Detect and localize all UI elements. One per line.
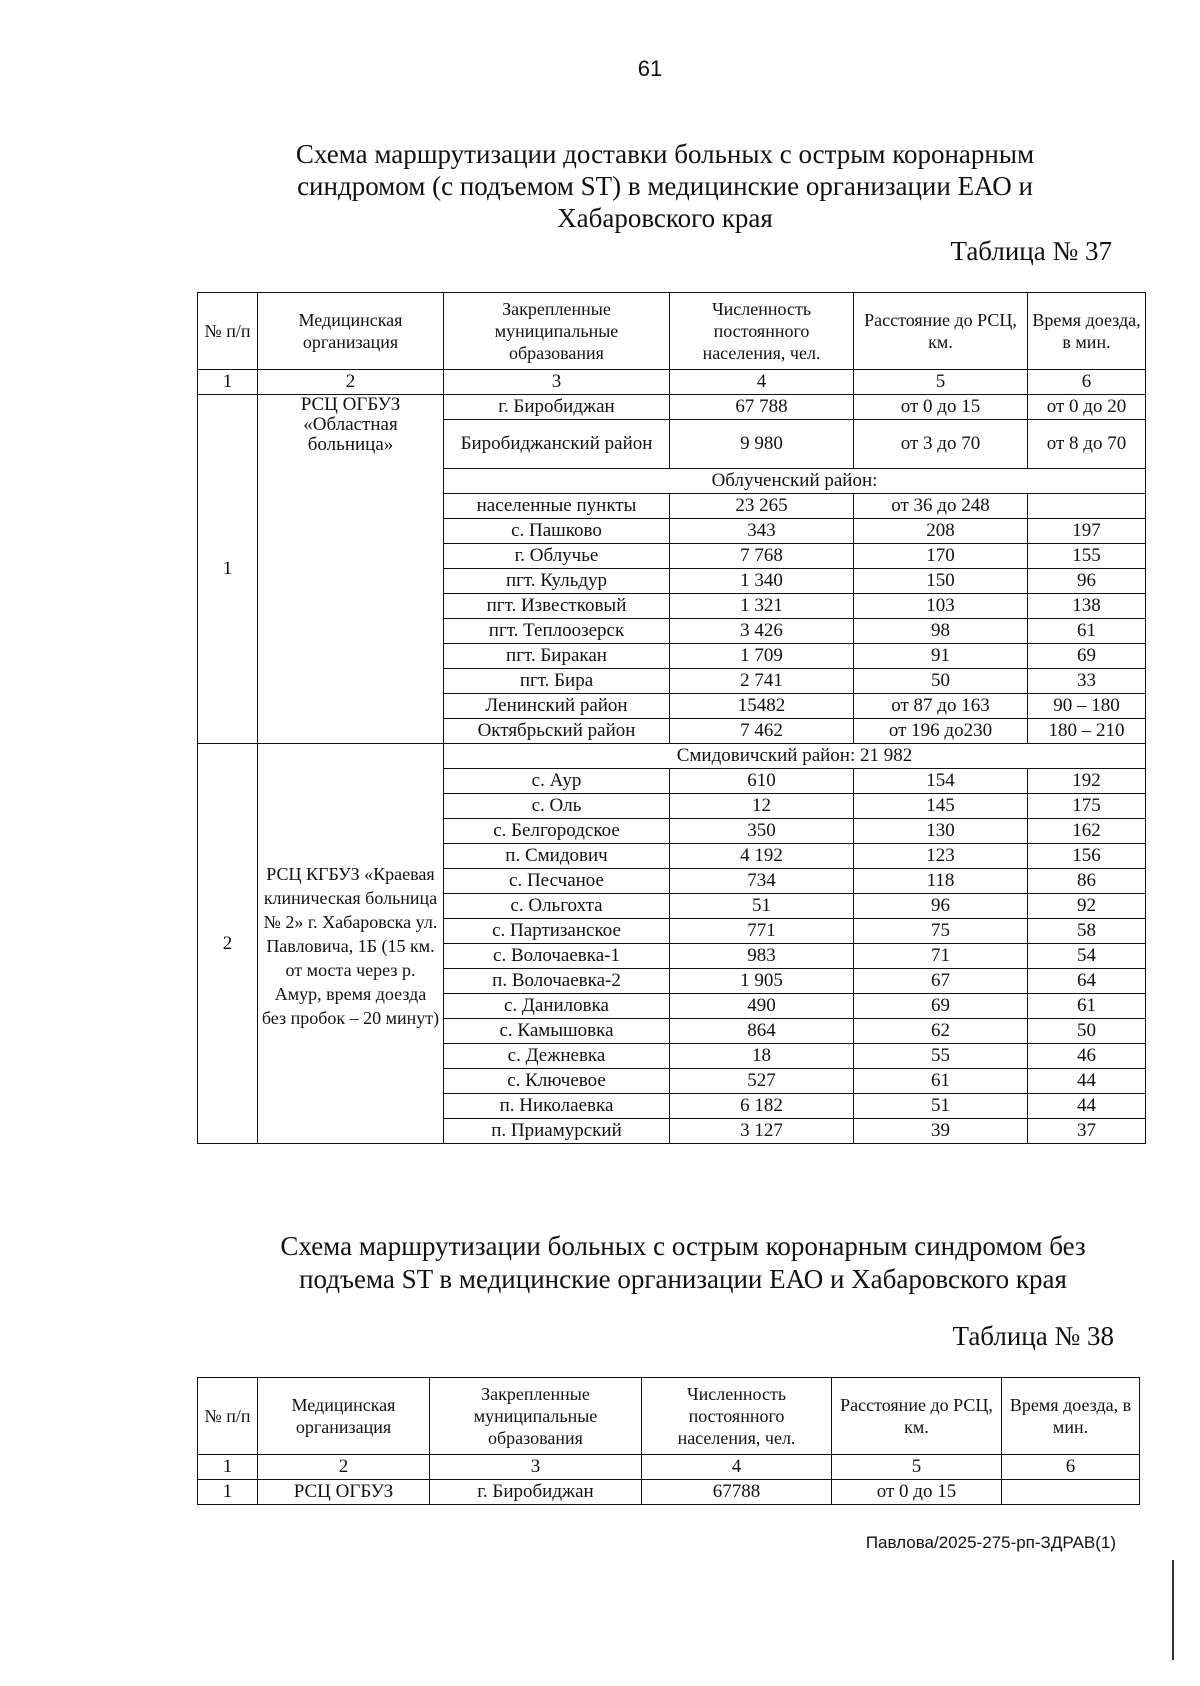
municipality-cell: с. Аур — [444, 769, 670, 794]
header-population: Численность постоянного населения, чел. — [642, 1378, 832, 1455]
time-cell: 86 — [1028, 869, 1146, 894]
distance-cell: 71 — [854, 944, 1028, 969]
municipality-cell: г. Облучье — [444, 544, 670, 569]
time-cell: 44 — [1028, 1069, 1146, 1094]
table37-label: Таблица № 37 — [950, 236, 1112, 266]
population-cell: 3 127 — [670, 1119, 854, 1144]
document-footer: Павлова/2025-275-рп-ЗДРАВ(1) — [865, 1533, 1116, 1552]
row-number-cell: 2 — [198, 744, 258, 1144]
population-cell: 1 321 — [670, 594, 854, 619]
header-number-row — [198, 370, 1146, 395]
header-number-row — [198, 1455, 1140, 1480]
distance-cell: 39 — [854, 1119, 1028, 1144]
municipality-cell: г. Биробиджан — [444, 395, 670, 420]
table-header-row — [198, 1378, 1140, 1455]
population-cell: 527 — [670, 1069, 854, 1094]
municipality-cell: с. Даниловка — [444, 994, 670, 1019]
distance-cell: 67 — [854, 969, 1028, 994]
header-index: 2 — [258, 370, 444, 395]
time-cell: 50 — [1028, 1019, 1146, 1044]
header-index: 1 — [198, 370, 258, 395]
table-header-row — [198, 293, 1146, 370]
population-cell: 7 462 — [670, 719, 854, 744]
population-cell: 23 265 — [670, 494, 854, 519]
distance-cell: 55 — [854, 1044, 1028, 1069]
time-cell: 192 — [1028, 769, 1146, 794]
distance-cell: 69 — [854, 994, 1028, 1019]
population-cell: 490 — [670, 994, 854, 1019]
municipality-cell: Октябрьский район — [444, 719, 670, 744]
municipality-cell: с. Оль — [444, 794, 670, 819]
distance-cell: 150 — [854, 569, 1028, 594]
time-cell — [1002, 1480, 1140, 1505]
population-cell: 51 — [670, 894, 854, 919]
municipality-cell: пгт. Бира — [444, 669, 670, 694]
population-cell: 3 426 — [670, 619, 854, 644]
table-row — [198, 1480, 1140, 1505]
municipality-cell: пгт. Кульдур — [444, 569, 670, 594]
header-index: 4 — [642, 1455, 832, 1480]
municipality-cell: г. Биробиджан — [430, 1480, 642, 1505]
time-cell: 69 — [1028, 644, 1146, 669]
population-cell: 15482 — [670, 694, 854, 719]
municipality-cell: п. Приамурский — [444, 1119, 670, 1144]
time-cell: 180 – 210 — [1028, 719, 1146, 744]
population-cell: 610 — [670, 769, 854, 794]
row-number-cell: 1 — [198, 395, 258, 744]
population-cell: 67 788 — [670, 395, 854, 420]
header-municipal: Закрепленные муниципальные образования — [430, 1378, 642, 1455]
population-cell: 9 980 — [670, 420, 854, 469]
time-cell: 58 — [1028, 919, 1146, 944]
municipality-cell: пгт. Биракан — [444, 644, 670, 669]
time-cell: 37 — [1028, 1119, 1146, 1144]
population-cell: 1 905 — [670, 969, 854, 994]
population-cell: 2 741 — [670, 669, 854, 694]
municipality-cell: с. Дежневка — [444, 1044, 670, 1069]
distance-cell: 98 — [854, 619, 1028, 644]
time-cell: 44 — [1028, 1094, 1146, 1119]
time-cell: 90 – 180 — [1028, 694, 1146, 719]
distance-cell: 130 — [854, 819, 1028, 844]
time-cell: 138 — [1028, 594, 1146, 619]
distance-cell: от 0 до 15 — [854, 395, 1028, 420]
header-index: 5 — [832, 1455, 1002, 1480]
population-cell: 983 — [670, 944, 854, 969]
time-cell: 61 — [1028, 994, 1146, 1019]
header-index: 5 — [854, 370, 1028, 395]
header-index: 4 — [670, 370, 854, 395]
distance-cell: 96 — [854, 894, 1028, 919]
table-37 — [197, 292, 1146, 1144]
table38-label: Таблица № 38 — [952, 1321, 1114, 1351]
population-cell: 6 182 — [670, 1094, 854, 1119]
organization-cell: РСЦ ОГБУЗ — [258, 1480, 430, 1505]
table-row — [198, 744, 1146, 769]
table-row — [198, 395, 1146, 420]
table38-title: Схема маршрутизации больных с острым коронарным синдромом без подъема ST в медицинские организации ЕАО и Хабаровского края — [280, 1231, 1086, 1294]
municipality-cell: п. Смидович — [444, 844, 670, 869]
district-subheader: Смидовичский район: 21 982 — [444, 744, 1146, 769]
time-cell — [1028, 494, 1146, 519]
municipality-cell: Ленинский район — [444, 694, 670, 719]
time-cell: 61 — [1028, 619, 1146, 644]
header-time: Время доезда, в мин. — [1002, 1378, 1140, 1455]
page-number: 61 — [637, 56, 663, 81]
header-index: 3 — [430, 1455, 642, 1480]
distance-cell: 208 — [854, 519, 1028, 544]
distance-cell: от 36 до 248 — [854, 494, 1028, 519]
header-distance: Расстояние до РСЦ, км. — [854, 293, 1028, 370]
municipality-cell: с. Ольгохта — [444, 894, 670, 919]
table37-title: Схема маршрутизации доставки больных с острым коронарным синдромом (с подъемом ST) в медицинские организации ЕАО и Хабаровского края — [295, 139, 1035, 233]
row-number-cell: 1 — [198, 1480, 258, 1505]
distance-cell: от 0 до 15 — [832, 1480, 1002, 1505]
organization-cell: РСЦ ОГБУЗ «Областная больница» — [258, 395, 444, 744]
distance-cell: 118 — [854, 869, 1028, 894]
municipality-cell: Биробиджанский район — [444, 420, 670, 469]
distance-cell: от 3 до 70 — [854, 420, 1028, 469]
header-num: № п/п — [198, 293, 258, 370]
header-index: 1 — [198, 1455, 258, 1480]
municipality-cell: населенные пункты — [444, 494, 670, 519]
municipality-cell: с. Камышовка — [444, 1019, 670, 1044]
distance-cell: 75 — [854, 919, 1028, 944]
time-cell: 175 — [1028, 794, 1146, 819]
time-cell: 96 — [1028, 569, 1146, 594]
header-index: 3 — [444, 370, 670, 395]
time-cell: 46 — [1028, 1044, 1146, 1069]
population-cell: 1 709 — [670, 644, 854, 669]
population-cell: 18 — [670, 1044, 854, 1069]
municipality-cell: п. Николаевка — [444, 1094, 670, 1119]
population-cell: 67788 — [642, 1480, 832, 1505]
population-cell: 4 192 — [670, 844, 854, 869]
time-cell: 156 — [1028, 844, 1146, 869]
population-cell: 7 768 — [670, 544, 854, 569]
time-cell: 162 — [1028, 819, 1146, 844]
population-cell: 864 — [670, 1019, 854, 1044]
header-num: № п/п — [198, 1378, 258, 1455]
distance-cell: 170 — [854, 544, 1028, 569]
municipality-cell: с. Белгородское — [444, 819, 670, 844]
distance-cell: 91 — [854, 644, 1028, 669]
municipality-cell: п. Волочаевка-2 — [444, 969, 670, 994]
organization-cell: РСЦ КГБУЗ «Краевая клиническая больница № 2» г. Хабаровска ул. Павловича, 1Б (15 км. от моста через р. Амур, время доезда без пробок – 20 минут) — [258, 744, 444, 1144]
municipality-cell: с. Пашково — [444, 519, 670, 544]
municipality-cell: с. Ключевое — [444, 1069, 670, 1094]
population-cell: 1 340 — [670, 569, 854, 594]
time-cell: 54 — [1028, 944, 1146, 969]
distance-cell: 154 — [854, 769, 1028, 794]
population-cell: 350 — [670, 819, 854, 844]
municipality-cell: с. Песчаное — [444, 869, 670, 894]
distance-cell: 50 — [854, 669, 1028, 694]
time-cell: 92 — [1028, 894, 1146, 919]
header-distance: Расстояние до РСЦ, км. — [832, 1378, 1002, 1455]
municipality-cell: с. Волочаевка-1 — [444, 944, 670, 969]
municipality-cell: пгт. Известковый — [444, 594, 670, 619]
header-time: Время доезда, в мин. — [1028, 293, 1146, 370]
population-cell: 12 — [670, 794, 854, 819]
time-cell: от 0 до 20 — [1028, 395, 1146, 420]
time-cell: 197 — [1028, 519, 1146, 544]
distance-cell: 123 — [854, 844, 1028, 869]
municipality-cell: пгт. Теплоозерск — [444, 619, 670, 644]
distance-cell: 103 — [854, 594, 1028, 619]
time-cell: 64 — [1028, 969, 1146, 994]
distance-cell: 62 — [854, 1019, 1028, 1044]
population-cell: 734 — [670, 869, 854, 894]
time-cell: 33 — [1028, 669, 1146, 694]
distance-cell: 145 — [854, 794, 1028, 819]
distance-cell: от 196 до230 — [854, 719, 1028, 744]
municipality-cell: с. Партизанское — [444, 919, 670, 944]
header-population: Численность постоянного населения, чел. — [670, 293, 854, 370]
distance-cell: 51 — [854, 1094, 1028, 1119]
district-subheader: Облученский район: — [444, 469, 1146, 494]
population-cell: 343 — [670, 519, 854, 544]
time-cell: 155 — [1028, 544, 1146, 569]
margin-mark — [1172, 1560, 1174, 1660]
header-org: Медицинская организация — [258, 293, 444, 370]
header-index: 6 — [1002, 1455, 1140, 1480]
header-municipal: Закрепленные муниципальные образования — [444, 293, 670, 370]
population-cell: 771 — [670, 919, 854, 944]
header-index: 6 — [1028, 370, 1146, 395]
header-org: Медицинская организация — [258, 1378, 430, 1455]
table-38 — [197, 1377, 1140, 1505]
distance-cell: от 87 до 163 — [854, 694, 1028, 719]
header-index: 2 — [258, 1455, 430, 1480]
time-cell: от 8 до 70 — [1028, 420, 1146, 469]
distance-cell: 61 — [854, 1069, 1028, 1094]
